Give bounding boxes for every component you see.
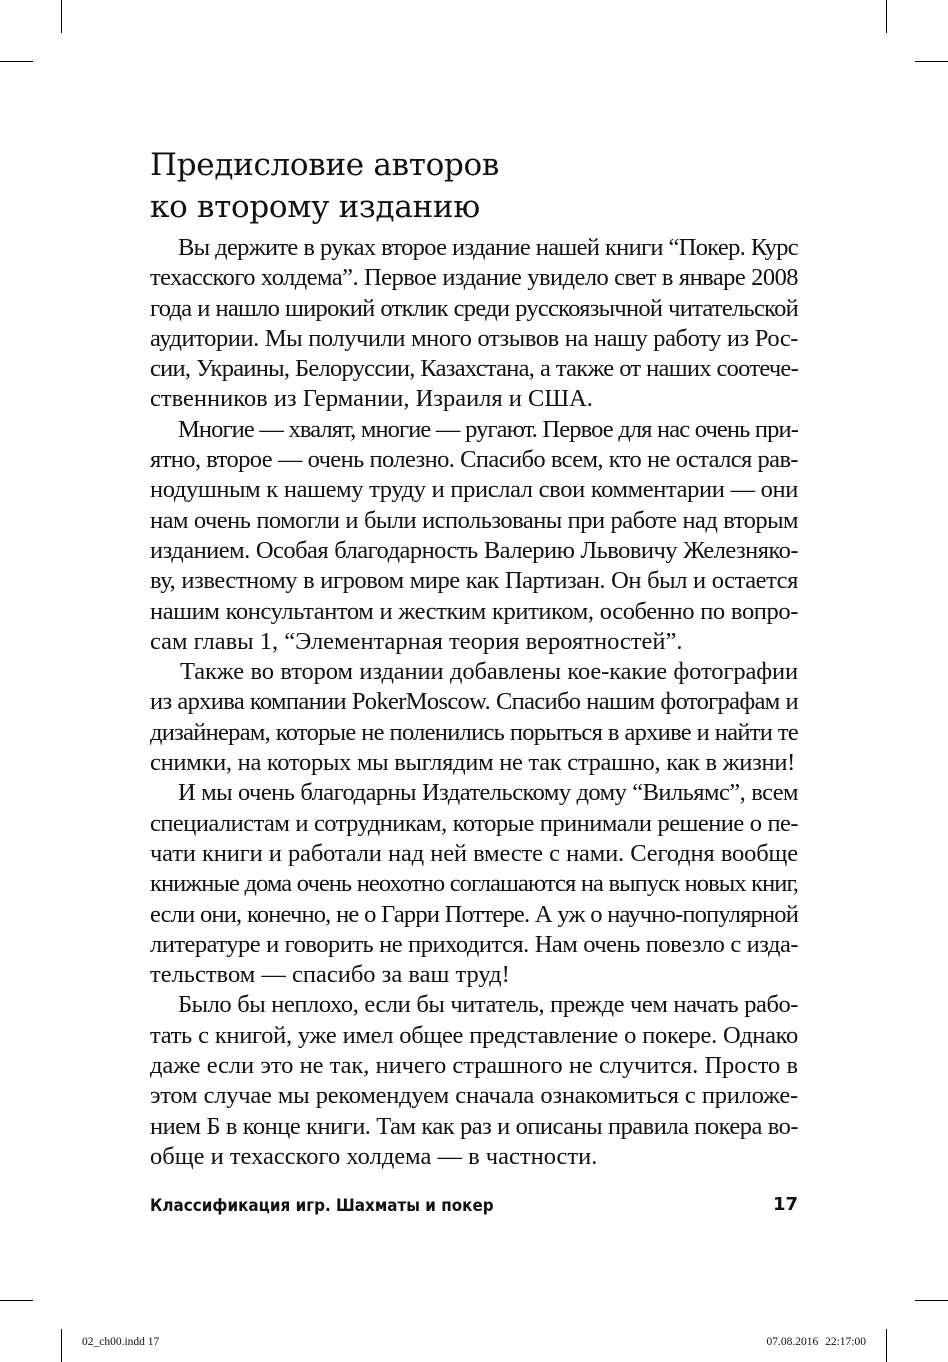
text-line: чати книги и работали над ней вместе с нами. Сегодня вообще [150,839,798,867]
text-line: сии, Украины, Белоруссии, Казахстана, а также от наших соотече- [150,355,798,383]
text-line: Многие — хвалят, многие — ругают. Первое для нас очень при- [178,415,798,443]
text-line: этом случае мы рекомендуем сначала ознакомиться с приложе- [150,1082,798,1110]
text-line: из архива компании PokerMoscow. Спасибо нашим фотографам и [150,688,798,716]
crop-mark [61,1329,62,1362]
text-line: обще и техасского холдема — в частности. [150,1142,598,1170]
paragraph [150,415,798,657]
paragraph [150,990,798,1172]
crop-mark [61,0,62,33]
crop-mark [886,1329,887,1362]
text-line: нашим консультантом и жестким критиком, особенно по вопро- [150,597,798,625]
text-line: нам очень помогли и были использованы при работе над вторым [150,506,798,534]
page-number: 17 [772,1194,798,1215]
text-line: даже если это не так, ничего страшного не случится. Просто в [150,1052,798,1080]
text-line: сам главы 1, “Элементарная теория вероятностей”. [150,627,683,655]
title-line: ко второму изданию [150,189,480,225]
text-line: Также во втором издании добавлены кое-какие фотографии [180,658,798,686]
text-line: года и нашло широкий отклик среди русскоязычной читательской [150,294,798,322]
text-line: если они, конечно, не о Гарри Поттере. А уж о научно-популярной [150,900,798,928]
text-line: специалистам и сотрудникам, которые принимали решение о пе- [150,809,798,837]
text-line: нием Б в конце книги. Там как раз и описаны правила покера во- [150,1112,798,1140]
paragraph [150,657,798,778]
text-line: тать с книгой, уже имел общее представление о покере. Однако [150,1021,798,1049]
text-line: книжные дома очень неохотно соглашаются на выпуск новых книг, [150,870,798,898]
slug-file-info: 02_ch00.indd 17 [82,1336,160,1348]
text-line: ву, известному в игровом мире как Партизан. Он был и остается [150,567,798,595]
paragraph [150,778,798,990]
crop-mark [0,1300,33,1301]
text-line: нодушным к нашему труду и прислал свои комментарии — они [150,476,798,504]
text-line: снимки, на которых мы выглядим не так страшно, как в жизни! [150,749,796,777]
text-line: Было бы неплохо, если бы читатель, прежде чем начать рабо- [178,991,798,1019]
crop-mark [915,61,948,62]
text-line: литературе и говорить не приходится. Нам очень повезло с изда- [150,930,798,958]
text-line: тельством — спасибо за ваш труд! [150,961,510,989]
crop-mark [886,0,887,33]
running-footer-title: Классификация игр. Шахматы и покер [150,1196,494,1215]
text-line: аудитории. Мы получили много отзывов на нашу работу из Рос- [150,324,798,352]
text-line: техасского холдема”. Первое издание увидело свет в январе 2008 [150,264,798,292]
slug-datetime: 07.08.2016 22:17:00 [766,1336,866,1348]
body-text [150,233,798,1172]
paragraph [150,233,798,415]
text-line: ственников из Германии, Израиля и США. [150,385,593,413]
title-line: Предисловие авторов [150,147,500,183]
text-line: Вы держите в руках второе издание нашей книги “Покер. Курс [178,234,798,261]
text-line: дизайнерам, которые не поленились порыться в архиве и найти те [150,718,798,746]
text-line: И мы очень благодарны Издательскому дому “Вильямс”, всем [178,779,798,807]
crop-mark [915,1300,948,1301]
text-line: ятно, второе — очень полезно. Спасибо всем, кто не остался рав- [150,446,798,474]
page-title [150,144,810,228]
text-line: изданием. Особая благодарность Валерию Львовичу Железняко- [150,536,798,564]
crop-mark [0,61,33,62]
